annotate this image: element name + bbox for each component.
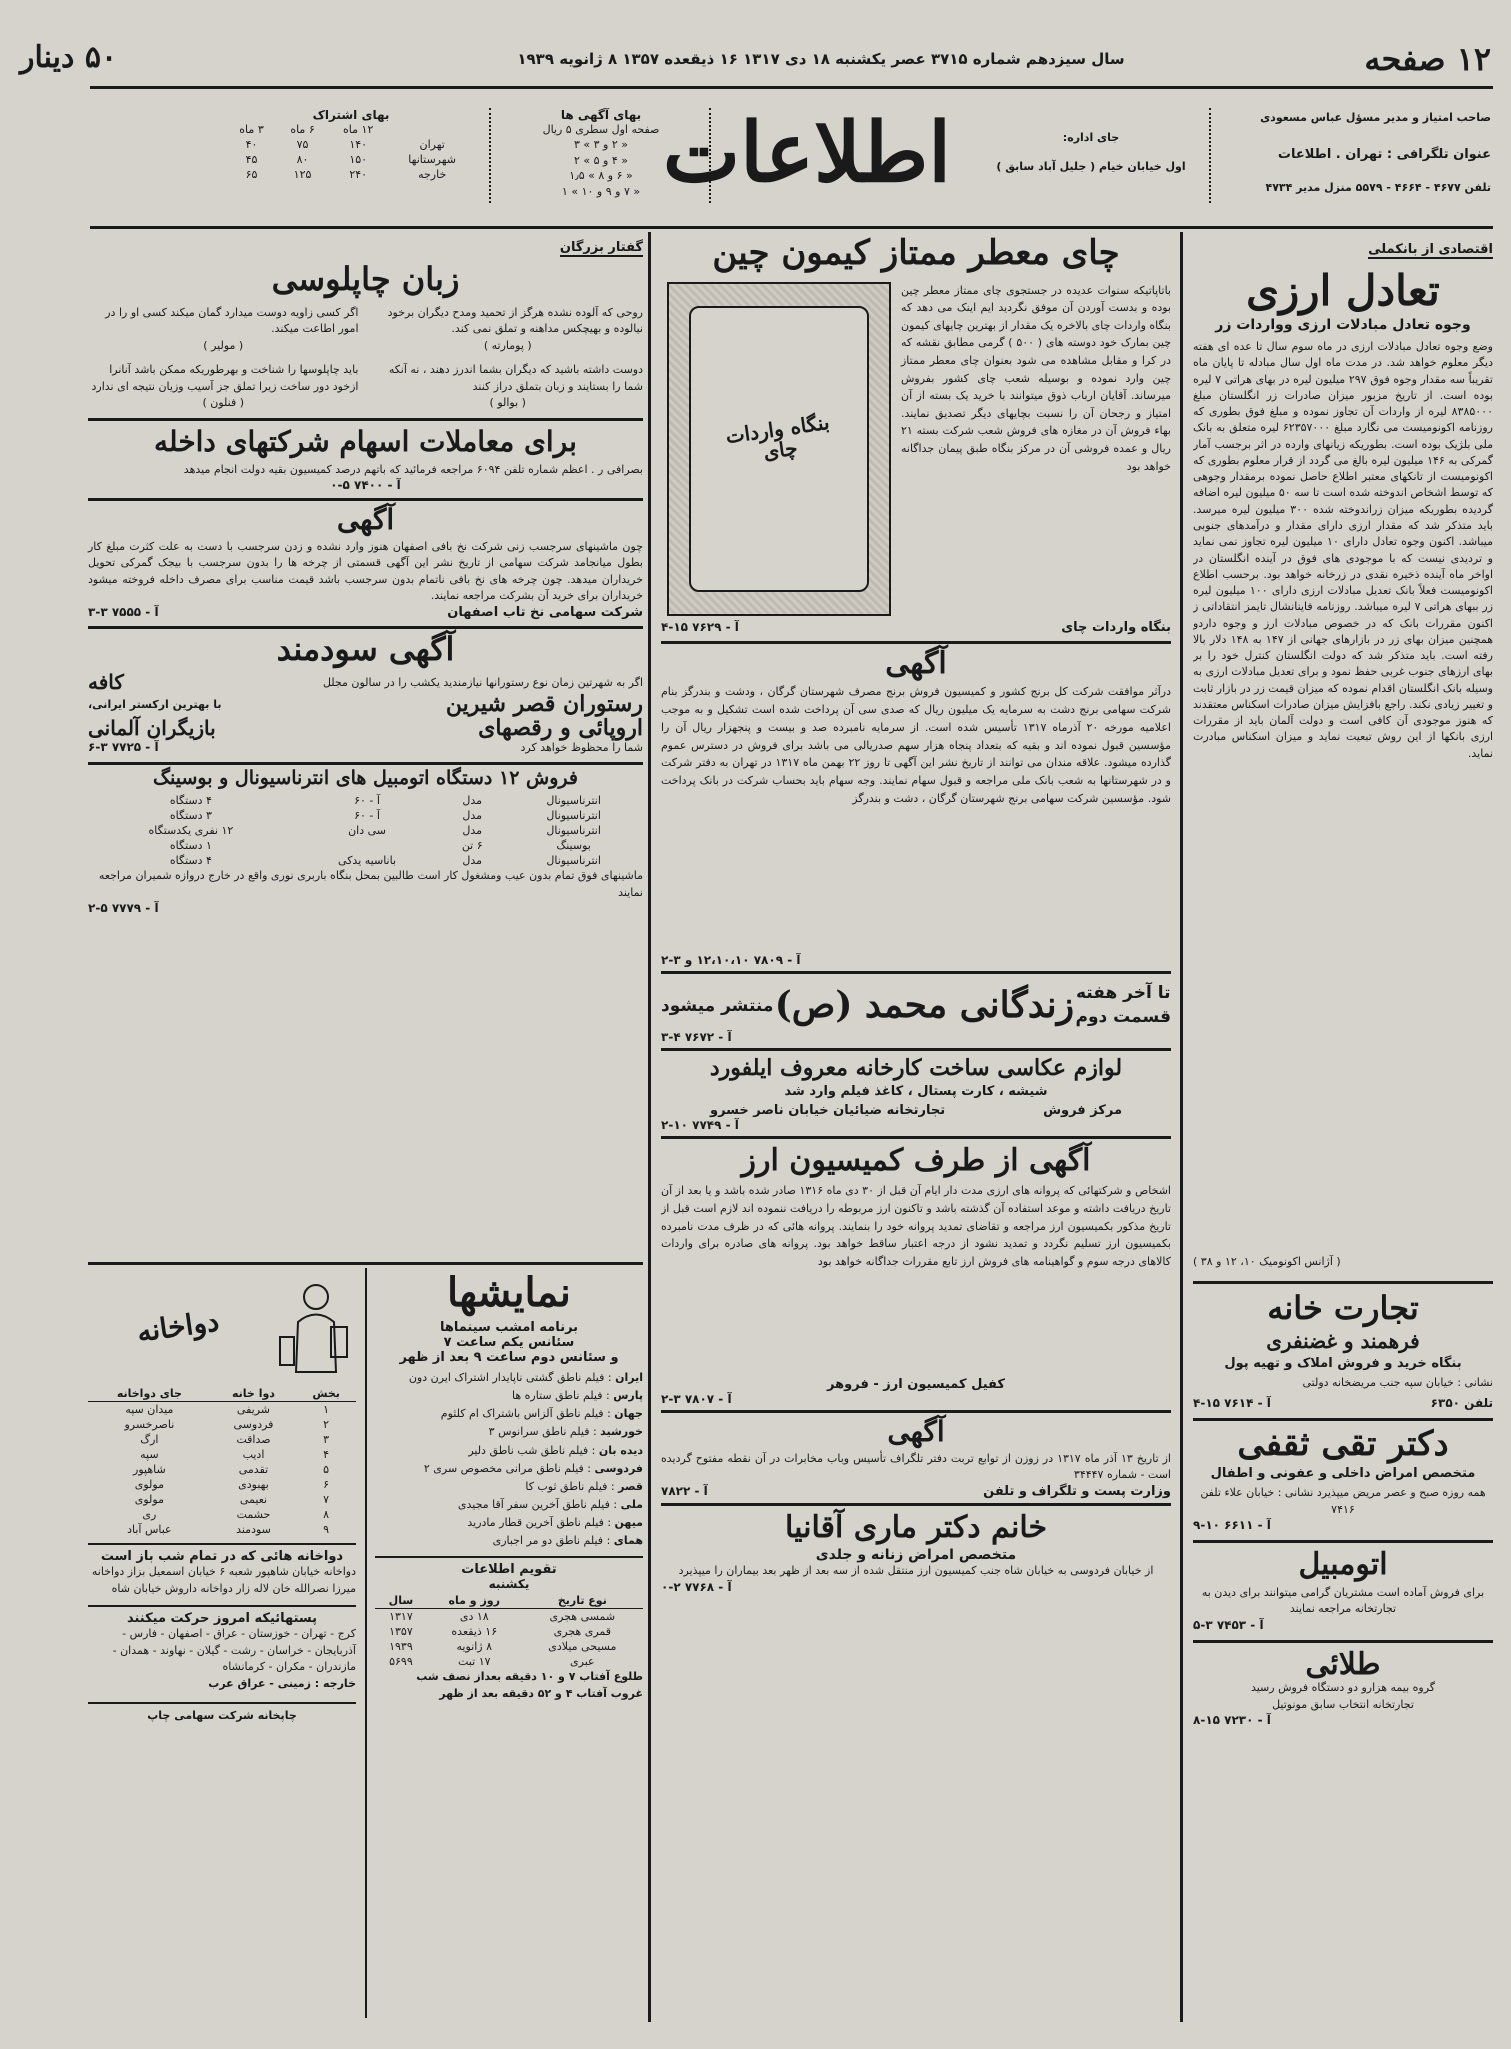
commission-ref: آ - ۷۸۰۷ ۳-۲ <box>661 1392 732 1407</box>
isfahan-agahi-sign: شرکت سهامی نخ تاب اصفهان <box>447 604 643 620</box>
calendar-cell: ۱۷ تبت <box>458 1655 491 1669</box>
night-pharmacy-body: دواخانه خیابان شاهپور شعبه ۶ خیابان اسمعیل بزاز دواخانه میرزا نصرالله خان لاله زار دواخانه داروش خیابان شاه <box>91 1565 356 1595</box>
ph-cell: ارگ <box>140 1433 159 1446</box>
cars-note: ماشینهای فوق تمام بدون عیب ومشغول کار است طالبین بمحل بنگاه باربری نوری واقع در خارج دروازه شمیران مراجعه نمایند <box>98 869 643 899</box>
masthead-title: اطلاعات <box>662 105 951 201</box>
prophet-book-ad <box>661 971 1171 1030</box>
calendar-cell: ۱۶ ذیقعده <box>451 1625 498 1639</box>
cinema-list <box>375 1369 643 1550</box>
calendar-cell: قمری هجری <box>553 1625 612 1639</box>
isfahan-agahi-body: چون ماشینهای سرجسب زنی شرکت نخ بافی اصفهان هنوز وارد نشده و زدن سرجسب با دست به علت کثرت مبلغ کار بطول میانجامد شرکت سهامی از تاریخ نشر این آگهی قسمتی از چرخه ها را بدون سرجسب با بیجک گمرکی تحویل خریداران میدهد. چون چرخه های نخ بافی ناتمام بدون سرجسب باشد قیمت مناسب برای مصرف داخله فروخته میشود خریداران برای خرید آن بشرکت مراجعه نمایند. <box>88 539 643 603</box>
cinema-show-1: سئانس یکم ساعت ۷ <box>443 1335 575 1350</box>
speech-quotes <box>88 305 643 412</box>
ph-cell: بهبودی <box>238 1478 269 1491</box>
cafe-intro: اگر به شهرتین زمان نوع رستورانها نیازمندید یکشب را در سالون مجلل <box>322 675 643 689</box>
masthead-phones: تلفن ۴۶۷۷ - ۴۶۶۴ - ۵۵۷۹ منزل مدیر ۴۷۳۴ <box>1265 181 1491 194</box>
cafe-line1b: با بهترین ارکستر ایرانی، <box>88 697 222 711</box>
sub-cell: خارجه <box>418 168 447 181</box>
rice-agahi <box>661 641 1171 968</box>
sub-col: ۶ ماه <box>290 123 315 136</box>
column-left <box>88 236 643 915</box>
tea-package-label: بنگاه واردات چای <box>724 409 831 464</box>
cinema-row: میهن : فیلم ناطق آخرین قطار مادرید <box>467 1516 643 1530</box>
photo-ad <box>661 1048 1171 1132</box>
ph-cell: ۷ <box>323 1493 330 1506</box>
sub-cell: ۱۲۵ <box>293 168 312 181</box>
calendar-head: سال <box>388 1594 414 1608</box>
pharmacy-column <box>88 1272 356 1725</box>
ph-cell: ۱ <box>323 1403 330 1416</box>
photo-title: لوازم عکاسی ساخت کارخانه معروف ایلفورد <box>709 1054 1123 1081</box>
quote-a-sign: ( پومارته ) <box>483 338 532 352</box>
lady-doctor-ad <box>661 1503 1171 1594</box>
calendar <box>375 1556 643 1702</box>
book-title: زندگانی محمد (ص) <box>774 984 1075 1027</box>
pharmacy-table <box>88 1386 356 1537</box>
pharmacy-header <box>88 1272 356 1382</box>
eco-subtitle: وجوه تعادل مبادلات ارزی وواردات زر <box>1215 317 1471 334</box>
tea-sign: بنگاه واردات چای <box>1061 619 1171 635</box>
cafe-line2b: بازیگران آلمانی <box>88 715 216 740</box>
book-part: قسمت دوم <box>1075 1006 1171 1027</box>
cars-title: فروش ۱۲ دستگاه اتومبیل های انترناسیونال و بوسینگ <box>152 767 578 790</box>
masthead-owner <box>1241 110 1491 197</box>
cinema-film: فیلم ناطق دو مر اجباری <box>492 1534 604 1548</box>
subscription-table <box>226 122 476 182</box>
car-cell: مدل <box>462 794 483 808</box>
cinema-film: فیلم ناطق ثوب کا <box>525 1479 608 1493</box>
cinema-program: برنامه امشب سینماها <box>439 1320 579 1335</box>
cafe-title: آگهی سودمند <box>276 629 455 668</box>
calendar-cell: ۵۶۹۹ <box>389 1655 413 1669</box>
night-pharmacy-title: دواخانه هائی که در تمام شب باز است <box>88 1543 356 1564</box>
car-cell: ۴ دستگاه <box>169 794 212 808</box>
doctor-ad <box>1193 1418 1493 1533</box>
post-agahi-body: از تاریخ ۱۳ آذر ماه ۱۳۱۷ در زوزن از توابع تربت دفتر تلگراف تأسیس وباب مخابرات در آن نقطه مفتوح گردیده است - شماره ۳۴۴۴۷ <box>661 1451 1171 1482</box>
quote-d-sign: ( فنلون ) <box>202 396 245 410</box>
trade-title: تجارت خانه <box>1267 1288 1419 1327</box>
quote-d: باید چاپلوسها را شناخت و بهرطوریکه ممکن باشد آنانرا ازخود دور ساخت زیرا تملق جز آسیب وزیان نتیجه ای ندارد <box>91 363 359 393</box>
ph-cell: سودمند <box>236 1523 271 1536</box>
tea-ref: آ - ۷۶۲۹ ۱۵-۴ <box>661 619 739 634</box>
sunrise: طلوع آفتاب ۷ و ۱۰ دقیقه بعداز نصف شب <box>416 1670 643 1684</box>
car-cell: انترناسیونال <box>546 824 601 838</box>
ph-cell: سپه <box>140 1448 159 1461</box>
ph-cell: نعیمی <box>239 1493 268 1506</box>
calendar-cell: ۱۸ دی <box>459 1610 489 1624</box>
cinema-row: ایران : فیلم ناطق گشتی ناپایدار اشتراک ایرن دون <box>408 1371 643 1384</box>
book-pre: تا آخر هفته <box>1075 983 1171 1004</box>
sub-cell: ۱۴۰ <box>349 138 368 151</box>
car-cell: ۱ دستگاه <box>169 839 212 853</box>
cinema-name: جهان <box>614 1407 643 1421</box>
car-cell <box>294 838 440 853</box>
speech-title: زبان چاپلوسی <box>271 260 460 298</box>
sub-cell: ۲۴۰ <box>349 168 368 181</box>
lady-doctor-title: خانم دکتر ماری آقانیا <box>784 1509 1048 1545</box>
sub-cell: ۱۵۰ <box>349 153 368 166</box>
cinema-film: فیلم ناطق آخرین سفر آقا مجیدی <box>457 1497 610 1511</box>
post-agahi-title: آگهی <box>887 1415 945 1449</box>
cafe-line1: رستوران قصر شیرین <box>445 691 643 718</box>
ph-cell: میدان سپه <box>125 1403 174 1416</box>
column-rule <box>365 1268 367 2018</box>
lady-doctor-ref: آ - ۷۷۶۸ ۲-۰ <box>661 1579 732 1594</box>
calendar-table <box>375 1593 643 1669</box>
column-right <box>1193 238 1493 1727</box>
ad-rate-row: « ۲ و ۳ » ۳ <box>573 138 629 152</box>
sub-cell: شهرستانها <box>408 153 457 166</box>
ph-cell: ۹ <box>323 1523 330 1536</box>
trade-phone: تلفن ۶۳۵۰ <box>1430 1395 1493 1410</box>
trade-ref: آ - ۷۶۱۴ ۱۵-۴ <box>1193 1395 1271 1410</box>
rice-agahi-ref: آ - ۷۸۰۹ ۱۲،۱۰،۱۰ و ۳-۲ <box>661 953 801 968</box>
quote-b-sign: ( مولیر ) <box>203 338 244 352</box>
cinema-show-2: و سئانس دوم ساعت ۹ بعد از ظهر <box>399 1350 619 1365</box>
car-cell: ۳ دستگاه <box>169 809 212 823</box>
car-cell: مدل <box>462 854 483 868</box>
rice-agahi-title: آگهی <box>885 645 947 681</box>
car-cell: آ - ۶۰ <box>354 794 380 808</box>
ph-cell: ۴ <box>323 1448 330 1461</box>
column-middle <box>661 233 1171 1594</box>
car-cell: باناسیه یدکی <box>338 854 397 868</box>
car-cell: مدل <box>462 824 483 838</box>
car-cell: سی دان <box>348 824 386 838</box>
pharmacist-illustration <box>276 1277 356 1377</box>
gold-ad <box>1193 1640 1493 1728</box>
calendar-cell: شمسی هجری <box>549 1610 616 1624</box>
lady-doctor-subtitle: متخصص امراض زنانه و جلدی <box>815 1547 1017 1564</box>
calendar-cell: عبری <box>570 1655 595 1669</box>
shares-title: برای معاملات اسهام شرکتهای داخله <box>154 424 577 458</box>
eco-footer: ( آژانس اکونومیک ۱۰، ۱۲ و ۳۸ ) <box>1193 1255 1341 1269</box>
ph-cell: ۶ <box>323 1478 330 1491</box>
tea-title: چای معطر ممتاز کیمون چین <box>712 233 1120 273</box>
masthead-office-address: اول خیابان خیام ( جلیل آباد سابق ) <box>996 159 1186 173</box>
ph-cell: ناصرخسرو <box>124 1418 175 1431</box>
cinema-film: فیلم ناطق ستاره ها <box>512 1389 603 1403</box>
ad-rate-row: « ۴ و ۵ » ۲ <box>573 153 629 167</box>
sunset: غروب آفتاب ۴ و ۵۲ دقیقه بعد از ظهر <box>439 1686 643 1700</box>
cinema-name: میهن <box>614 1516 643 1530</box>
ad-rate-row: صفحه اول سطری ۵ ریال <box>542 123 660 136</box>
cinema-row: دیده بان : فیلم ناطق شب ناطق دلیر <box>468 1443 643 1457</box>
trade-address: نشانی : خیابان سپه جنب مریضخانه دولتی <box>1302 1376 1493 1390</box>
calendar-day: یکشنبه <box>488 1577 530 1592</box>
eco-tag: اقتصادی از بانکملی <box>1368 242 1493 257</box>
sub-cell: ۴۵ <box>245 153 258 166</box>
issue-line: سال سیزدهم شماره ۳۷۱۵ عصر یکشنبه ۱۸ دی ۱۳۱۷ ۱۶ ذیقعده ۱۳۵۷ ۸ ژانویه ۱۹۳۹ <box>517 50 1125 68</box>
sub-col: ۳ ماه <box>239 123 264 136</box>
dotted-divider <box>489 108 491 203</box>
calendar-cell: ۱۹۳۹ <box>389 1640 413 1654</box>
calendar-cell: ۸ ژانویه <box>456 1640 492 1654</box>
sub-cell: ۶۵ <box>245 168 258 181</box>
cafe-ref: آ - ۷۷۲۵ ۳-۶ <box>88 739 159 754</box>
pharmacist-icon <box>276 1277 356 1377</box>
ph-cell: شریفی <box>236 1403 271 1416</box>
rule <box>88 1262 643 1265</box>
ad-rates-title: بهای آگهی ها <box>560 108 642 122</box>
book-post: منتشر میشود <box>661 995 774 1016</box>
ph-cell: فردوسی <box>233 1418 274 1431</box>
ph-cell: حشمت <box>236 1508 271 1521</box>
cinema-name: پارس <box>613 1389 643 1403</box>
masthead-office <box>991 130 1191 175</box>
cinema-name: قصر <box>618 1479 643 1493</box>
cinema-row: همای : فیلم ناطق دو مر اجباری <box>492 1534 643 1548</box>
sub-cell: ۴۰ <box>245 138 258 151</box>
cars-ref: آ - ۷۷۷۹ ۵-۲ <box>88 901 159 916</box>
cafe-word: کافه <box>88 670 124 695</box>
cinema-name: خورشید <box>600 1425 643 1439</box>
car-cell: انترناسیونال <box>546 854 601 868</box>
pharmacy-title: دواخانه <box>134 1304 222 1349</box>
pharmacy-head: بخش <box>312 1387 340 1400</box>
masthead-office-label: جای اداره: <box>1062 131 1120 144</box>
ph-cell: ۵ <box>323 1463 330 1476</box>
printer-credit: چاپخانه شرکت سهامی چاپ <box>88 1702 356 1725</box>
subscription-title: بهای اشتراک <box>312 108 390 122</box>
rule <box>90 226 1493 229</box>
calendar-cell: ۱۳۱۷ <box>389 1610 413 1624</box>
subscription-rates <box>226 108 476 182</box>
calendar-cell: مسیحی میلادی <box>548 1640 617 1654</box>
trade-names: فرهمند و غضنفری <box>1266 1329 1420 1354</box>
tea-ad <box>661 282 1171 616</box>
ph-cell: عباس آباد <box>127 1523 172 1536</box>
doctor-ref: آ - ۶۶۱۱ ۱۰-۹ <box>1193 1518 1271 1533</box>
cinema-row: خورشید : فیلم ناطق سرانوس ۳ <box>488 1425 643 1439</box>
photo-ref: آ - ۷۷۴۹ ۱۰-۲ <box>661 1117 739 1132</box>
ph-cell: صداقت <box>236 1433 271 1446</box>
cinema-name: فردوسی <box>594 1461 643 1475</box>
eco-title: تعادل ارزی <box>1246 266 1440 315</box>
doctor-title: دکتر تقی ثقفی <box>1237 1423 1449 1464</box>
cars-table <box>88 793 643 868</box>
dotted-divider <box>709 108 711 203</box>
rule <box>90 86 1493 89</box>
doctor-body: همه روزه صبح و عصر مریض میپذیرد نشانی : خیابان علاء تلفن ۷۴۱۶ <box>1200 1486 1486 1516</box>
auto-title: اتومبیل <box>1298 1547 1388 1583</box>
masthead-owner-line: صاحب امتیاز و مدیر مسؤل عباس مسعودی <box>1260 111 1491 124</box>
cinema-film: فیلم ناطق سرانوس ۳ <box>488 1425 590 1439</box>
car-cell: انترناسیونال <box>546 809 601 823</box>
cinema-name: همای <box>613 1534 643 1548</box>
gold-title: طلائی <box>1305 1646 1381 1682</box>
car-cell: انترناسیونال <box>546 794 601 808</box>
trade-ad <box>1193 1281 1493 1410</box>
cinema-film: فیلم ناطق شب ناطق دلیر <box>468 1443 589 1457</box>
cinema-name: دیده بان <box>598 1443 643 1457</box>
eco-body: وضع وجوه تعادل مبادلات ارزی در ماه سوم سال تا عده ای هفته دیگر معلوم خواهد شد. در مدت ماه اول سال مبادله تا پایان ماه تقریباً سه مقدار وجوه فوق ۲۹۷ میلیون لیره در بهای هراتی ۷ لیره بوده است. از تاریخ مزبور میزان صادرات زر انگلستان مبلغ ۸۳۸۵۰۰۰ لیره از واردات آن تجاوز نموده و مبلغ فوق بطوری که روزنامه اکونومیست می نگارد مبلغ ۶۲۳۵۷۰۰۰ لیره متعلق به بانک ملی بلژیک بوده است. بطوریکه زیانهای وارده در اثر برجسب آمار گمرکی به ۱۴۶ میلیون لیره بالغ می گردد از قرار معلوم بطوری که اکونومیست از تانکهای معتبر اطلاع حاصل نموده برمقدار وجوهی که توسط اشخاص اندوخته شده است تا سه ۵۰ میلیون لیره اضافه گردیده بطوریکه میزان زراندوخته شده ۳۰۰ میلیون لیره میرسد. باید متذکر شد که مقدار ارزی دارای مقدار و درآمدهای جنوبی میباشد. اکنون وجوه تعادل دارای ۱۰ میلیون لیره تجاوز نمی نماید و تردیدی نیست که با موجودی های فوق در آینده انگلستان در اواخر ماه آینده ذخیره نقدی در زرخانه خواهد بود. برحسب اطلاع اکونومیست فعلاً بانک تعدیل مبادلات ارزی دارای ۱۰۰ میلیون لیره زر ببهای هراتی ۷ لیره میباشد. روزنامه فاینانشال تایمز انتقاداتی ز اکنون مقررات بانک که در خصوص مبادلات ارز و وجوه داردو همچنین میزان بهای زر در بازارهای جهانی از ۱۴۷ به ۱۴۸ دلار بالا رفته است. باید متذکر شد که دولت انگلستان کنترل خود را بر بهای ارزهای جنوب غربی حفظ نمود و برای تعدیل مبادلات ارزی به وسیله بانک انگلستان اقدام نموده که میزان قیمت زر در بازار ثابت و تغییر زیادی نکند. راجع بافزایش میزان صادرات اسکناس معتقدند که هنوز موجودی آن کافی است و دولت آلمان باید از مقررات ارزی بانکها از این روش تبعیت نماید و میزان اسکناس مبادرت نماید. <box>1193 340 1493 760</box>
cinema-row: قصر : فیلم ناطق ثوب کا <box>525 1479 643 1493</box>
calendar-cell: ۱۳۵۷ <box>389 1625 413 1639</box>
isfahan-agahi-title: آگهی <box>336 503 395 537</box>
photo-shop: تجارتخانه ضیائیان خیابان ناصر خسرو <box>709 1102 946 1118</box>
gold-subtitle: تجارتخانه انتخاب سابق مونوتیل <box>1272 1697 1414 1711</box>
calendar-head: نوع تاریخ <box>557 1594 607 1608</box>
auto-body: برای فروش آماده است مشتریان گرامی میتوانند برای دیدن به تجارتخانه مراجعه نمایند <box>1201 1585 1485 1616</box>
post-departures-title: پستهائیکه امروز حرکت میکنند <box>88 1605 356 1626</box>
calendar-head: روز و ماه <box>448 1594 500 1608</box>
cinema-row: پارس : فیلم ناطق ستاره ها <box>512 1389 643 1403</box>
shares-ad <box>88 418 643 493</box>
cinema-row: ملی : فیلم ناطق آخرین سفر آقا مجیدی <box>457 1497 643 1511</box>
commission-sign: کفیل کمیسیون ارز - فروهر <box>827 1377 1005 1393</box>
ph-cell: مولوی <box>134 1478 164 1491</box>
quote-c: دوست داشته باشید که دیگران بشما اندرز دهند ، نه آنکه شما را بستایند و زبان بتملق دراز کنند <box>388 363 643 393</box>
cars-ad <box>88 762 643 915</box>
cinema-row: فردوسی : فیلم ناطق مرانی مخصوص سری ۲ <box>423 1461 643 1475</box>
cinema-film: فیلم ناطق گشتی ناپایدار اشتراک ایرن دون <box>408 1371 605 1384</box>
post-departures-foreign: خارجه : زمینی - عراق عرب <box>208 1676 356 1690</box>
cinema-name: ایران <box>615 1371 643 1384</box>
cinema-row: جهان : فیلم ناطق آلزاس باشتراک ام کلثوم <box>440 1407 643 1421</box>
post-agahi <box>661 1410 1171 1498</box>
sub-cell: تهران <box>419 138 445 151</box>
quote-b: اگر کسی زاویه دوست میدارد گمان میکند کسی او را در امور اطاعت میکند. <box>105 305 359 336</box>
car-cell: ۴ دستگاه <box>169 854 212 868</box>
shares-ref: آ - ۷۴۰۰ ۵-۰ <box>330 478 401 493</box>
car-cell: ۱۲ نفری یکدستگاه <box>148 824 234 838</box>
pharmacy-head: جای دواخانه <box>116 1387 182 1400</box>
auto-ad <box>1193 1540 1493 1632</box>
dotted-divider <box>1209 108 1211 203</box>
sub-col: ۱۲ ماه <box>343 123 374 136</box>
isfahan-agahi <box>88 498 643 619</box>
trade-body: بنگاه خرید و فروش املاک و تهیه پول <box>1224 1356 1462 1372</box>
pharmacy-head: دوا خانه <box>232 1387 275 1400</box>
ph-cell: مولوی <box>134 1493 164 1506</box>
commission-body: اشخاص و شرکتهائی که پروانه های ارزی مدت دار ایام آن قبل از ۳۰ دی ماه ۱۳۱۶ صادر شده باشد و یا بعد از آن تاریخ دریافت داشته و موعد استفاده آن گذشته باشد و تاکنون ارز مربوطه را دریافت ننموده اند لازم است قبل از تاریخ مذکور بکمیسیون ارز مراجعه و تقاضای تمدید پروانه خود را بنمایند. پروانه هائی که در ظرف مدت نامبرده بکمیسیون ارز تسلیم نگردد و تمدید نشود از درجه اعتبار ساقط خواهد بود. پروانه های صادره برای واردات کالاهای درجه سوم و گواهینامه های فروش ارز تابع مقررات جداگانه خواهد بود <box>661 1184 1171 1268</box>
post-agahi-ref: آ - ۷۸۲۲ <box>661 1483 708 1498</box>
cinema-film: فیلم ناطق مرانی مخصوص سری ۲ <box>423 1461 584 1475</box>
photo-center: مرکز فروش <box>1043 1102 1123 1118</box>
cafe-ad <box>88 626 643 756</box>
masthead-telegraph: عنوان تلگرافی : تهران . اطلاعات <box>1277 146 1491 162</box>
column-rule <box>1180 232 1183 2022</box>
photo-items: شیشه ، کارت پستال ، کاغذ فیلم وارد شد <box>784 1083 1048 1099</box>
tea-body: باتاپاتیکه سنوات عدیده در جستجوی چای ممتاز معطر چین بوده و بدست آوردن آن موفق نگردید ایم اینک می دهد که بنگاه واردات چای بالاخره یک مقدار از بهترین چایهای کیمون چین بمارک خود دوسته های ( ۵۰۰ ) گرمی مطابق نقشه که در کرا و مقابل مشاهده می شود بعنوان چای معطر ممتاز چین وارد نموده و بوسیله شعب چای کشور بفروش میرساند. آقایان ارباب ذوق میتوانند با خرید یک بسته از آن امتیاز و رجحان آن را نسبت بچایهای دیگر تصدیق نمایند. بهاء فروش آن در مغازه های فروش شعب شرکت بسته ۲۱ ریال و عمده فروشی آن در مرکز بنگاه طبق پیمان جداگانه خواهد بود <box>901 283 1171 473</box>
cinema-film: فیلم ناطق آلزاس باشتراک ام کلثوم <box>440 1407 604 1421</box>
sub-col <box>388 122 476 137</box>
sub-cell: ۷۵ <box>296 138 309 151</box>
car-cell: آ - ۶۰ <box>354 809 380 823</box>
quote-c-sign: ( بوالو ) <box>489 396 526 410</box>
page-number: ۱۲ صفحه <box>1364 40 1491 78</box>
gold-ref: آ - ۷۲۳۰ ۱۵-۸ <box>1193 1713 1271 1728</box>
ph-cell: شاهپور <box>133 1463 166 1476</box>
cinema-column <box>375 1269 643 1702</box>
currency-commission-ad <box>661 1136 1171 1407</box>
ph-cell: ۸ <box>323 1508 330 1521</box>
ad-rate-row: « ۶ و ۸ » ۱٫۵ <box>569 169 633 183</box>
tea-package-image <box>667 282 891 616</box>
cinema-title: نمایشها <box>447 1269 571 1316</box>
commission-title: آگهی از طرف کمیسیون ارز <box>741 1142 1091 1178</box>
ph-cell: ۳ <box>323 1433 330 1446</box>
rice-agahi-body: درآثر موافقت شرکت کل برنج کشور و کمیسیون فروش برنج مصرف شهرستان گرگان ، ودشت و بندرگز بنام شرکت سهامی برنج دشت به سرمایه یک میلیون ریال که صدی سی آن پرداخت شده است تشکیل و به موجب اعلامیه مورخه ۲۰ آذرماه ۱۳۱۷ تأسیس شده است. از سرمایه نامبرده صد و بیست و پنجهزار ریال آن را مؤسسین قبول نموده اند و بقیه که بتعداد پنجاه هزار سهم صدریالی می باشد برای فروش در دسترس عموم گذارده میشود. علاقه مندان می توانند از تاریخ نشر این آگهی تا روز ۲۲ بهمن ماه ۱۳۱۷ در تهران به دفتر شرکت و در شهرستانها به شعب بانک ملی مراجعه و قبول سهام نمایند. وجه سهام باید بحساب شرکت در بانک پرداخت شود. مؤسسین شرکت سهامی برنج شهرستان گرگان ، دشت و بندرگز <box>661 685 1171 806</box>
ph-cell: ری <box>142 1508 157 1521</box>
isfahan-agahi-ref: آ - ۷۵۵۵ ۳-۳ <box>88 604 159 619</box>
car-cell: بوسینگ <box>556 839 591 853</box>
car-cell: ۶ تن <box>461 839 483 853</box>
cafe-line3: شما را محظوظ خواهد کرد <box>520 740 643 754</box>
column-rule <box>648 232 651 2022</box>
doctor-subtitle: متخصص امراض داخلی و عفونی و اطفال <box>1210 1466 1476 1482</box>
ad-rates <box>511 108 691 199</box>
book-ref: آ - ۷۶۷۲ ۴-۳ <box>661 1029 732 1044</box>
cinema-film: فیلم ناطق آخرین قطار مادرید <box>467 1516 604 1530</box>
ph-cell: ۲ <box>323 1418 330 1431</box>
calendar-title: تقویم اطلاعات <box>461 1562 557 1578</box>
quote-a: روحی که آلوده نشده هرگز از تحمید ومدح دیگران برخود نیالوده و بهیچکس مداهنه و تملق نمی کند. <box>387 305 643 336</box>
issue-price: ۵۰ دینار <box>20 40 118 75</box>
ph-cell: تقدمی <box>238 1463 269 1476</box>
ad-rate-row: « ۷ و ۹ و ۱۰ » ۱ <box>561 184 641 198</box>
gold-body: گروه بیمه هزارو دو دستگاه فروش رسید <box>1250 1681 1436 1695</box>
lady-doctor-body: از خیابان فردوسی به خیابان شاه جنب کمیسیون ارز منتقل شده از سه بعد از ظهر بعد بیماران را میپذیرد <box>678 1564 1154 1578</box>
post-agahi-sign: وزارت پست و تلگراف و تلفن <box>983 1483 1171 1499</box>
cinema-name: ملی <box>620 1497 643 1511</box>
ph-cell: ادیب <box>242 1448 265 1461</box>
speech-tag: گفتار بزرگان <box>559 240 643 255</box>
shares-body: بصرافی ر . اعظم شماره تلفن ۶۰۹۴ مراجعه فرمائید که باتهم درصد کمیسیون بقیه دولت انجام میدهد <box>183 462 643 476</box>
auto-ref: آ - ۷۴۵۳ ۳-۵ <box>1193 1617 1264 1632</box>
post-departures-body: کرج - تهران - خوزستان - عراق - اصفهان - فارس - آذربایجان - خراسان - رشت - گیلان - نهاوند - همدان - مازندران - مکران - کرمانشاه <box>112 1627 356 1673</box>
sub-cell: ۸۰ <box>296 153 309 166</box>
cafe-line2: اروپائی و رقصهای <box>478 714 643 741</box>
car-cell: مدل <box>462 809 483 823</box>
